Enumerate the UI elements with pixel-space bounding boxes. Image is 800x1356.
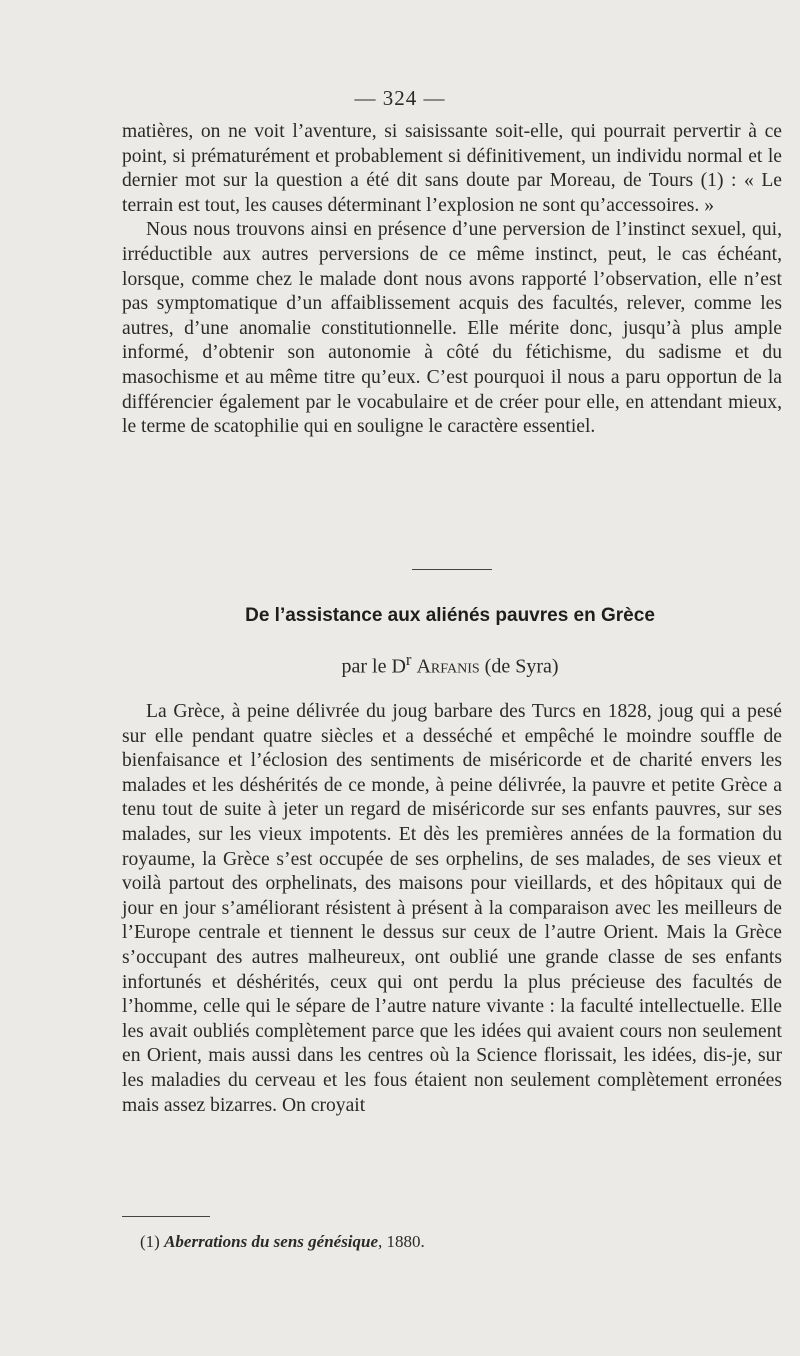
section-separator [412, 569, 492, 570]
byline-prefix: par le D [341, 655, 406, 678]
article-byline [0, 650, 800, 679]
byline-author: Arfanis [416, 655, 480, 678]
footnote-title: Aberrations du sens génésique [164, 1232, 379, 1251]
article-title: De l’assistance aux aliénés pauvres en Grèce [245, 605, 655, 626]
paragraph: matières, on ne voit l’aventure, si saisissante soit-elle, qui pourrait pervertir à ce point, si prématurément et probablement si définitivement, un individu normal et le dernier mot sur la question a été dit sans doute par Moreau, de Tours (1) : « Le terrain est tout, les causes déterminant l’explosion ne sont qu’accessoires. » [122, 121, 782, 216]
byline-sup: r [405, 650, 412, 669]
footnote-separator [122, 1216, 210, 1217]
paragraph: La Grèce, à peine délivrée du joug barbare des Turcs en 1828, joug qui a pesé sur elle pendant quatre siècles et a desséché et empêché le moindre souffle de bienfaisance et l’éclosion des sentiments de miséricorde et de charité envers les malades et les déshérités de ce monde, à peine délivrée, la pauvre et petite Grèce a tenu tout de suite à jeter un regard de miséricorde sur ses enfants pauvres, sur ses malades, sur les vieux impotents. Et dès les premières années de la formation du royaume, la Grèce s’est occupée de ses orphelins, de ses malades, de ses vieux et voilà partout des orphelinats, des maisons pour vieillards, et des hôpitaux qui de jour en jour s’améliorant résistent à présent à la comparaison avec les meilleurs de l’Europe centrale et tiennent le dessus sur ceux de l’autre Orient. Mais la Grèce s’occupant des autres malheureux, ont oublié une grande classe de ses enfants infortunés et déshérités, ceux qui ont perdu la plus précieuse des facultés de l’homme, celle qui le sépare de l’autre nature vivante : la faculté intellectuelle. Elle les avait oubliés complètement parce que les idées qui avaient cours non seulement en Orient, mais aussi dans les centres où la Science florissait, les idées, dis-je, sur les maladies du cerveau et les fous étaient non seulement complètement erronées mais assez bizarres. On croyait [122, 701, 782, 1116]
footnote-marker: (1) [140, 1232, 160, 1251]
footnote [140, 1232, 740, 1252]
article-body [122, 700, 782, 1118]
continuation-text [122, 120, 782, 440]
paragraph: Nous nous trouvons ainsi en présence d’une perversion de l’instinct sexuel, qui, irréductible aux autres perversions de ce même instinct, peut, le cas échéant, lorsque, comme chez le malade dont nous avons rapporté l’observation, elle n’est pas symptomatique d’un affaiblissement acquis des facultés, relever, comme les autres, d’une anomalie constitutionnelle. Elle mérite donc, jusqu’à plus ample informé, d’obtenir son autonomie à côté du fétichisme, du sadisme et du masochisme et au même titre qu’eux. C’est pourquoi il nous a paru opportun de la différencier également par le vocabulaire et de créer pour elle, en attendant mieux, le terme de scatophilie qui en souligne le caractère essentiel. [122, 219, 782, 438]
byline-suffix: (de Syra) [484, 655, 559, 678]
page-number: — 324 — [354, 86, 446, 110]
footnote-year: , 1880. [378, 1232, 425, 1251]
